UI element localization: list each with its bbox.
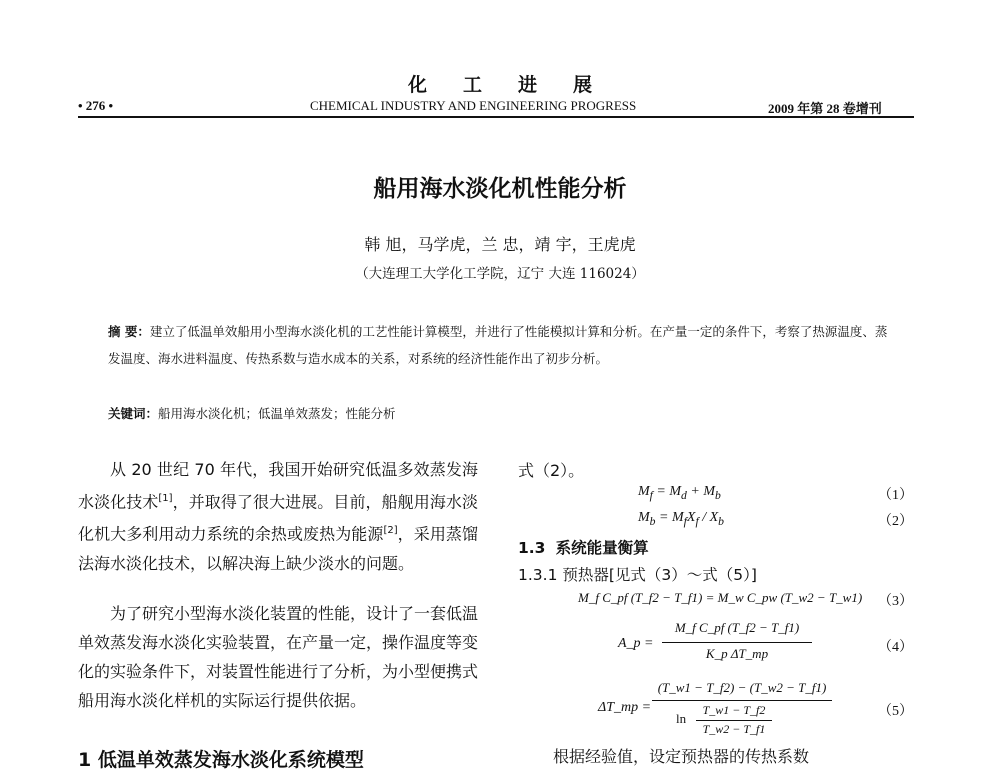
equation-1: $M_f = M_d + M_b$ bbox=[638, 484, 721, 502]
body-paragraph-1: 从 20 世纪 70 年代，我国开始研究低温多效蒸发海水淡化技术[1]，并取得了很大进展。目前，船舰用海水淡化机大多利用动力系统的余热或废热为能源[2]，采用蒸馏法海水淡化技术，以解决海上缺少淡水的问题。 bbox=[78, 460, 478, 573]
journal-name-cn: 化工进展 bbox=[407, 74, 628, 96]
keywords-text: 船用海水淡化机；低温单效蒸发；性能分析 bbox=[158, 406, 396, 421]
body-paragraph-2: 为了研究小型海水淡化装置的性能，设计了一套低温单效蒸发海水淡化实验装置，在产量一定，操作温度等变化的实验条件下，对装置性能进行了分析，为小型便携式船用海水淡化样机的实际运行提供依据。 bbox=[78, 604, 479, 710]
citation-2: [2] bbox=[383, 525, 398, 537]
equation-2-number: （2） bbox=[878, 514, 913, 529]
equation-5-fraction-bar bbox=[652, 700, 832, 701]
equation-1-number: （1） bbox=[878, 488, 913, 503]
equation-4-fraction-bar bbox=[662, 642, 812, 643]
equation-5-inner-bar bbox=[696, 720, 772, 721]
equation-5-ln: ln bbox=[676, 711, 687, 726]
equation-5-numerator: (T_w1 − T_f2) − (T_w2 − T_f1) bbox=[657, 680, 827, 695]
equation-4-number: （4） bbox=[878, 640, 913, 655]
equation-4-numerator: M_f C_pf (T_f2 − T_f1) bbox=[674, 620, 800, 635]
keywords-label: 关键词： bbox=[108, 406, 159, 421]
equation-3-number: （3） bbox=[878, 594, 913, 609]
right-intro-text: 式（2）。 bbox=[518, 461, 585, 480]
equation-4-lhs: A_p = bbox=[618, 636, 654, 651]
equation-5-number: （5） bbox=[878, 704, 913, 719]
equation-5-lhs: ΔT_mp = bbox=[598, 700, 652, 715]
affiliation: （大连理工大学化工学院，辽宁 大连 116024） bbox=[355, 266, 645, 282]
article-title: 船用海水淡化机性能分析 bbox=[373, 176, 627, 202]
page-number: • 276 • bbox=[78, 98, 114, 113]
issue-info: 2009 年第 28 卷增刊 bbox=[768, 101, 882, 116]
citation-1: [1] bbox=[158, 493, 173, 504]
journal-name-en: CHEMICAL INDUSTRY AND ENGINEERING PROGRESS bbox=[310, 98, 637, 113]
equation-2: $M_b = M_fX_f / X_b$ bbox=[638, 510, 724, 528]
equation-3: M_f C_pf (T_f2 − T_f1) = M_w C_pw (T_w2 − T_w1) bbox=[578, 590, 863, 605]
abstract-label: 摘 要： bbox=[108, 324, 150, 339]
authors: 韩 旭，马学虎，兰 忠，靖 宇，王虎虎 bbox=[364, 235, 636, 254]
section-1-heading: 1 低温单效蒸发海水淡化系统模型 bbox=[78, 749, 364, 771]
equation-5-inner-numerator: T_w1 − T_f2 bbox=[702, 703, 766, 717]
header-rule bbox=[78, 116, 914, 118]
abstract-text: 建立了低温单效船用小型海水淡化机的工艺性能计算模型，并进行了性能模拟计算和分析。在产量一定的条件下，考察了热源温度、蒸发温度、海水进料温度、传热系数与造水成本的关系，对系统的经济性能作出了初步分析。 bbox=[108, 324, 888, 366]
keywords bbox=[108, 404, 396, 422]
right-bottom-text: 根据经验值，设定预热器的传热系数 bbox=[553, 747, 810, 766]
equation-5-inner-denominator: T_w2 − T_f1 bbox=[702, 722, 766, 736]
abstract bbox=[108, 318, 898, 372]
section-1-3-heading: 1.3 系统能量衡算 bbox=[518, 539, 649, 557]
section-1-3-1-heading: 1.3.1 预热器[见式（3）～式（5）] bbox=[518, 566, 757, 584]
equation-4-denominator: K_p ΔT_mp bbox=[705, 646, 769, 661]
